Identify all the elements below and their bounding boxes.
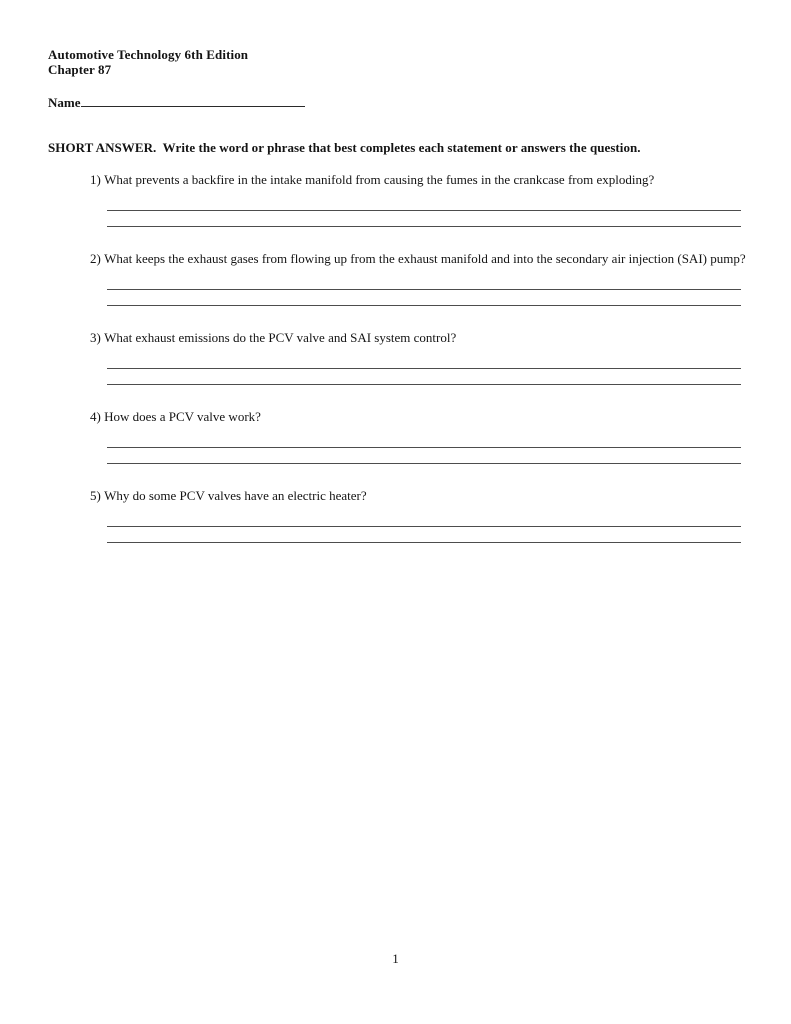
answer-lines xyxy=(107,274,741,306)
question-block xyxy=(48,251,746,306)
answer-blank-line xyxy=(107,195,741,211)
answer-blank-line xyxy=(107,369,741,385)
answer-lines xyxy=(107,195,741,227)
question-text xyxy=(48,409,755,425)
question-body: What prevents a backfire in the intake manifold from causing the fumes in the crankcase from exploding? xyxy=(104,172,655,187)
answer-lines xyxy=(107,353,741,385)
answer-lines xyxy=(107,432,741,464)
question-text xyxy=(48,488,755,504)
question-body: Why do some PCV valves have an electric heater? xyxy=(104,488,367,503)
question-number: 1) xyxy=(90,172,101,187)
question-block xyxy=(48,330,741,385)
question-body: What keeps the exhaust gases from flowing up from the exhaust manifold and into the secondary air injection (SAI) pump? xyxy=(104,251,746,266)
question-text xyxy=(48,172,755,188)
question-text xyxy=(48,330,755,346)
name-label: Name xyxy=(48,95,81,110)
answer-blank-line xyxy=(107,353,741,369)
document-header xyxy=(48,47,741,77)
question-block xyxy=(48,172,741,227)
name-blank-line xyxy=(81,93,305,107)
section-instructions: SHORT ANSWER. Write the word or phrase that best completes each statement or answers the question. xyxy=(48,140,641,155)
question-block xyxy=(48,409,741,464)
answer-blank-line xyxy=(107,432,741,448)
chapter-label: Chapter 87 xyxy=(48,62,112,77)
question-number: 2) xyxy=(90,251,101,266)
question-block xyxy=(48,488,741,543)
question-number: 4) xyxy=(90,409,101,424)
question-number: 3) xyxy=(90,330,101,345)
question-body: How does a PCV valve work? xyxy=(104,409,261,424)
question-text xyxy=(48,251,755,267)
answer-blank-line xyxy=(107,290,741,306)
answer-lines xyxy=(107,511,741,543)
answer-blank-line xyxy=(107,211,741,227)
page-number: 1 xyxy=(392,951,399,966)
answer-blank-line xyxy=(107,448,741,464)
question-number: 5) xyxy=(90,488,101,503)
answer-blank-line xyxy=(107,527,741,543)
questions-list xyxy=(48,172,746,543)
question-body: What exhaust emissions do the PCV valve and SAI system control? xyxy=(104,330,457,345)
answer-blank-line xyxy=(107,274,741,290)
answer-blank-line xyxy=(107,511,741,527)
book-title: Automotive Technology 6th Edition xyxy=(48,47,249,62)
name-row xyxy=(48,93,741,111)
